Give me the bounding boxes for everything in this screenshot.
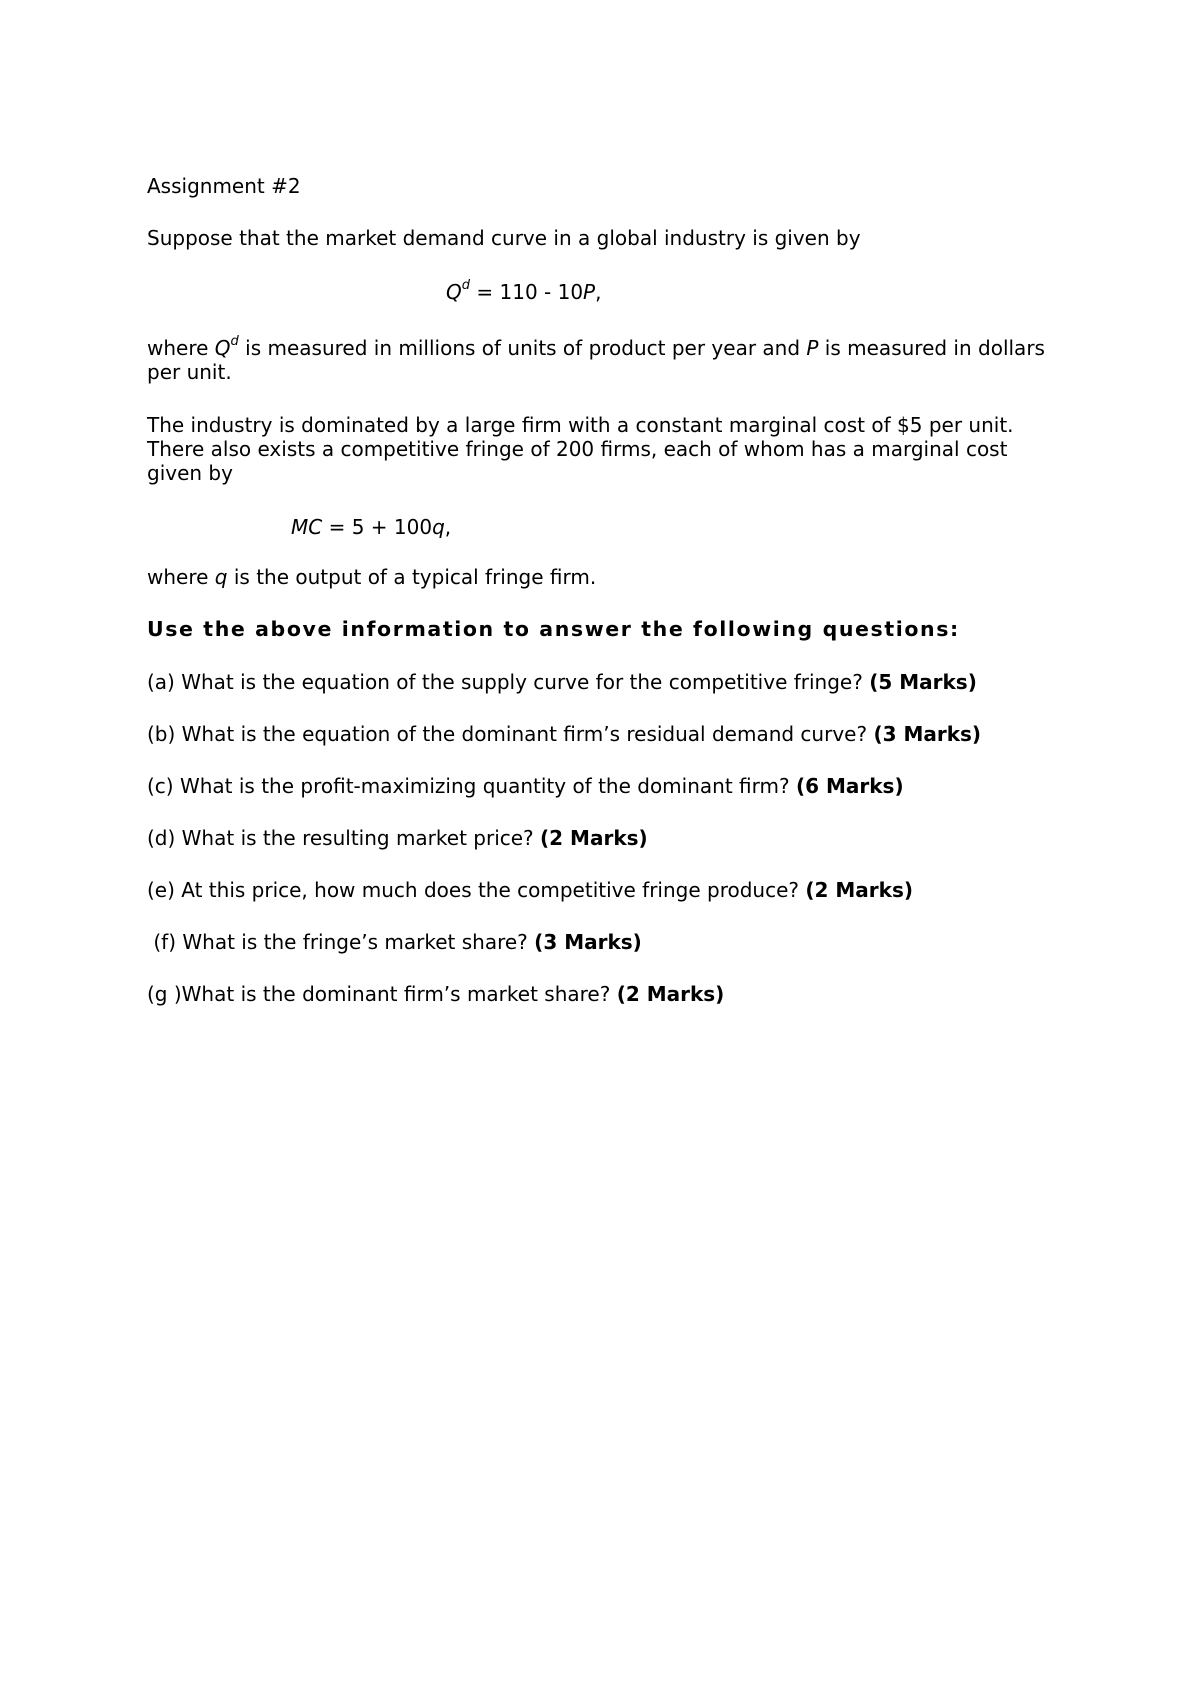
where1-p-symbol: P	[806, 336, 819, 360]
question-e-marks: (2 Marks)	[805, 878, 914, 902]
question-c-text: (c) What is the profit-maximizing quantity of the dominant firm?	[147, 774, 796, 798]
where-demand-text	[147, 336, 1077, 384]
question-b	[147, 722, 1077, 746]
question-e-text: (e) At this price, how much does the competitive fringe produce?	[147, 878, 806, 902]
question-d	[147, 826, 1077, 850]
mc-equation-end: ,	[444, 515, 452, 539]
question-f	[147, 930, 1077, 954]
question-c	[147, 774, 1077, 798]
question-a-marks: (5 Marks)	[869, 670, 977, 694]
question-a-text: (a) What is the equation of the supply curve for the competitive fringe?	[147, 670, 870, 694]
where1-suffix: is measured in dollars per unit.	[147, 336, 1045, 384]
question-g-marks: (2 Marks)	[616, 982, 725, 1006]
where1-q-symbol: Q	[214, 336, 231, 360]
question-b-text: (b) What is the equation of the dominant firm’s residual demand curve?	[147, 722, 874, 746]
where2-prefix: where	[147, 565, 215, 589]
where-q-text	[147, 565, 1077, 589]
mc-equation	[291, 515, 591, 539]
where1-d-superscript: d	[230, 334, 239, 350]
questions-heading: Use the above information to answer the following questions:	[147, 617, 960, 641]
where1-middle: is measured in millions of units of product per year and	[238, 336, 807, 360]
question-e	[147, 878, 1077, 902]
question-f-text: (f) What is the fringe’s market share?	[147, 930, 535, 954]
demand-q-symbol: Q	[446, 280, 462, 304]
question-c-marks: (6 Marks)	[795, 774, 904, 798]
mc-q-symbol: q	[432, 515, 445, 539]
intro-text: Suppose that the market demand curve in a global industry is given by	[147, 226, 861, 250]
question-a	[147, 670, 1077, 694]
question-f-marks: (3 Marks)	[534, 930, 642, 954]
where2-suffix: is the output of a typical fringe firm.	[227, 565, 597, 589]
mc-equation-body: = 5 + 100	[322, 515, 433, 539]
question-d-marks: (2 Marks)	[540, 826, 648, 850]
question-b-marks: (3 Marks)	[873, 722, 982, 746]
where1-prefix: where	[147, 336, 215, 360]
question-d-text: (d) What is the resulting market price?	[147, 826, 541, 850]
question-g	[147, 982, 1077, 1006]
question-g-text: (g )What is the dominant firm’s market share?	[147, 982, 617, 1006]
where2-q-symbol: q	[214, 565, 228, 589]
demand-equation-end: ,	[595, 280, 602, 304]
demand-p-symbol: P	[583, 280, 596, 304]
industry-text: The industry is dominated by a large firm with a constant marginal cost of $5 per unit. There also exists a competitive fringe of 200 firms, each of whom has a marginal cost given by	[147, 413, 1014, 485]
demand-equation	[446, 280, 746, 304]
mc-symbol: MC	[291, 515, 323, 539]
demand-d-superscript: d	[461, 278, 471, 294]
demand-equation-body: = 110 - 10	[470, 280, 584, 304]
assignment-title: Assignment #2	[147, 174, 301, 198]
